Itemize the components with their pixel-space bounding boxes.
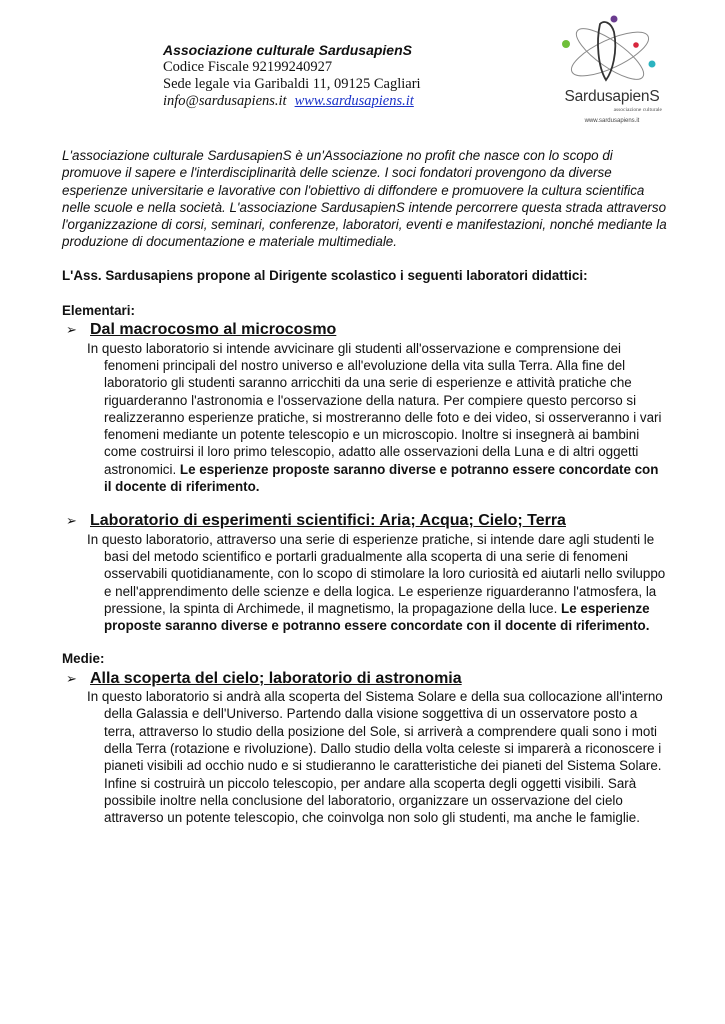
proposal-line: L'Ass. Sardusapiens propone al Dirigente scolastico i seguenti laboratori didattici: [62,267,588,283]
arrow-bullet-icon: ➢ [66,670,77,686]
intro-paragraph: L'associazione culturale SardusapienS è un'Associazione no profit che nasce con lo scopo di promuove il sapere e l'interdisciplinarità delle scienze. I soci fondatori provengono da diverse esperienze universitarie e lavorative con l'obiettivo di diffondere e promuovere la cultura scientifica nelle scuole e nella società. L'associazione SardusapienS intende percorrere questa strada attraverso l'organizzazione di corsi, seminari, conferenze, laboratori, eventi e manifestazioni, nonché mediante la produzione di documentazione e materiale multimediale. [62,148,667,250]
logo-tagline: associazione culturale [613,107,662,113]
email: info@sardusapiens.it [163,93,287,109]
cyan-dot-icon [649,61,656,68]
purple-dot-icon [611,16,618,23]
document-body [62,147,667,826]
green-dot-icon [562,40,570,48]
address: Sede legale via Garibaldi 11, 09125 Cagliari [163,76,421,92]
org-name: Associazione culturale SardusapienS [163,42,412,58]
lab-description [87,531,667,635]
lab-title: Alla scoperta del cielo; laboratorio di astronomia [90,669,462,687]
letterhead [163,42,463,110]
lab-title-row [62,670,667,687]
lab-body-text: In questo laboratorio, attraverso una serie di esperienze pratiche, si intende dare agli studenti le basi del metodo scientifico e portarli gradualmente alla scoperta di una serie di fenomeni osservabili quotidianamente, con lo scopo di stimolare la loro curiosità ed aiutarli nello sviluppo e nell'apprendimento delle scienze e della logica. Le esperienze riguarderanno l'atmosfera, la pressione, la spinta di Archimede, il magnetismo, la propagazione della luce. [87,531,666,616]
section-elementari-label: Elementari: [62,303,135,319]
logo-web: www.sardusapiens.it [584,118,640,124]
lab-description [87,340,667,496]
arrow-bullet-icon: ➢ [66,322,77,338]
logo-brand: SardusapienS [564,88,660,105]
lab-note: Le esperienze proposte saranno diverse e potranno essere concordate con il docente di riferimento. [104,461,659,495]
lab-title: Laboratorio di esperimenti scientifici: Aria; Acqua; Cielo; Terra [90,512,566,530]
lab-title-row [62,321,667,338]
contact-line [163,93,463,110]
lab-body-text: In questo laboratorio si andrà alla scoperta del Sistema Solare e della sua collocazione all'interno della Galassia e dell'Universo. Partendo dalla visione soggettiva di un osservatore posto a terra, attraverso lo studio della posizione del Sole, si arriverà a comprendere quali sono i moti della Terra (rotazione e rivoluzione). Dallo studio della volta celeste si imparerà a riconoscere i pianeti visibili ad occhio nudo e si studieranno le caratteristiche dei pianeti del Sistema Solare. Infine si costruirà un piccolo telescopio, per andare alla scoperta degli oggetti visibili. Sarà possibile inoltre nella conclusione del laboratorio, organizzare un osservazione del cielo attraverso un potente telescopio, che coinvolga non solo gli studenti, ma anche le famiglie. [87,689,663,826]
lab-body-text: In questo laboratorio si intende avvicinare gli studenti all'osservazione e comprensione dei fenomeni principali del nostro universo e all'evoluzione della vita sulla Terra. Alla fine del laboratorio gli studenti saranno arricchiti da una serie di esperienze e attività pratiche che riguarderanno l'astronomia e l'osservazione della natura. Per compiere questo percorso si realizzeranno esperienze pratiche, si mostreranno delle foto e dei video, si osserveranno i vari fenomeni mediante un potente telescopio e un microscopio. Inoltre si insegnerà ai bambini come costruirsi il loro primo telescopio, adatto alle osservazioni della Luna e di altri oggetti astronomici. [87,340,662,477]
lab-description [87,688,667,826]
lab-title: Dal macrocosmo al microcosmo [90,321,337,339]
website-link[interactable]: www.sardusapiens.it [294,93,414,109]
lab-note: Le esperienze proposte saranno diverse e potranno essere concordate con il docente di riferimento. [104,600,650,634]
lab-title-row [62,512,667,529]
fiscal-code: Codice Fiscale 92199240927 [163,59,333,75]
logo [548,12,668,127]
atom-logo-icon [548,12,668,92]
red-dot-icon [633,42,639,48]
section-medie-label: Medie: [62,651,105,667]
arrow-bullet-icon: ➢ [66,513,77,529]
